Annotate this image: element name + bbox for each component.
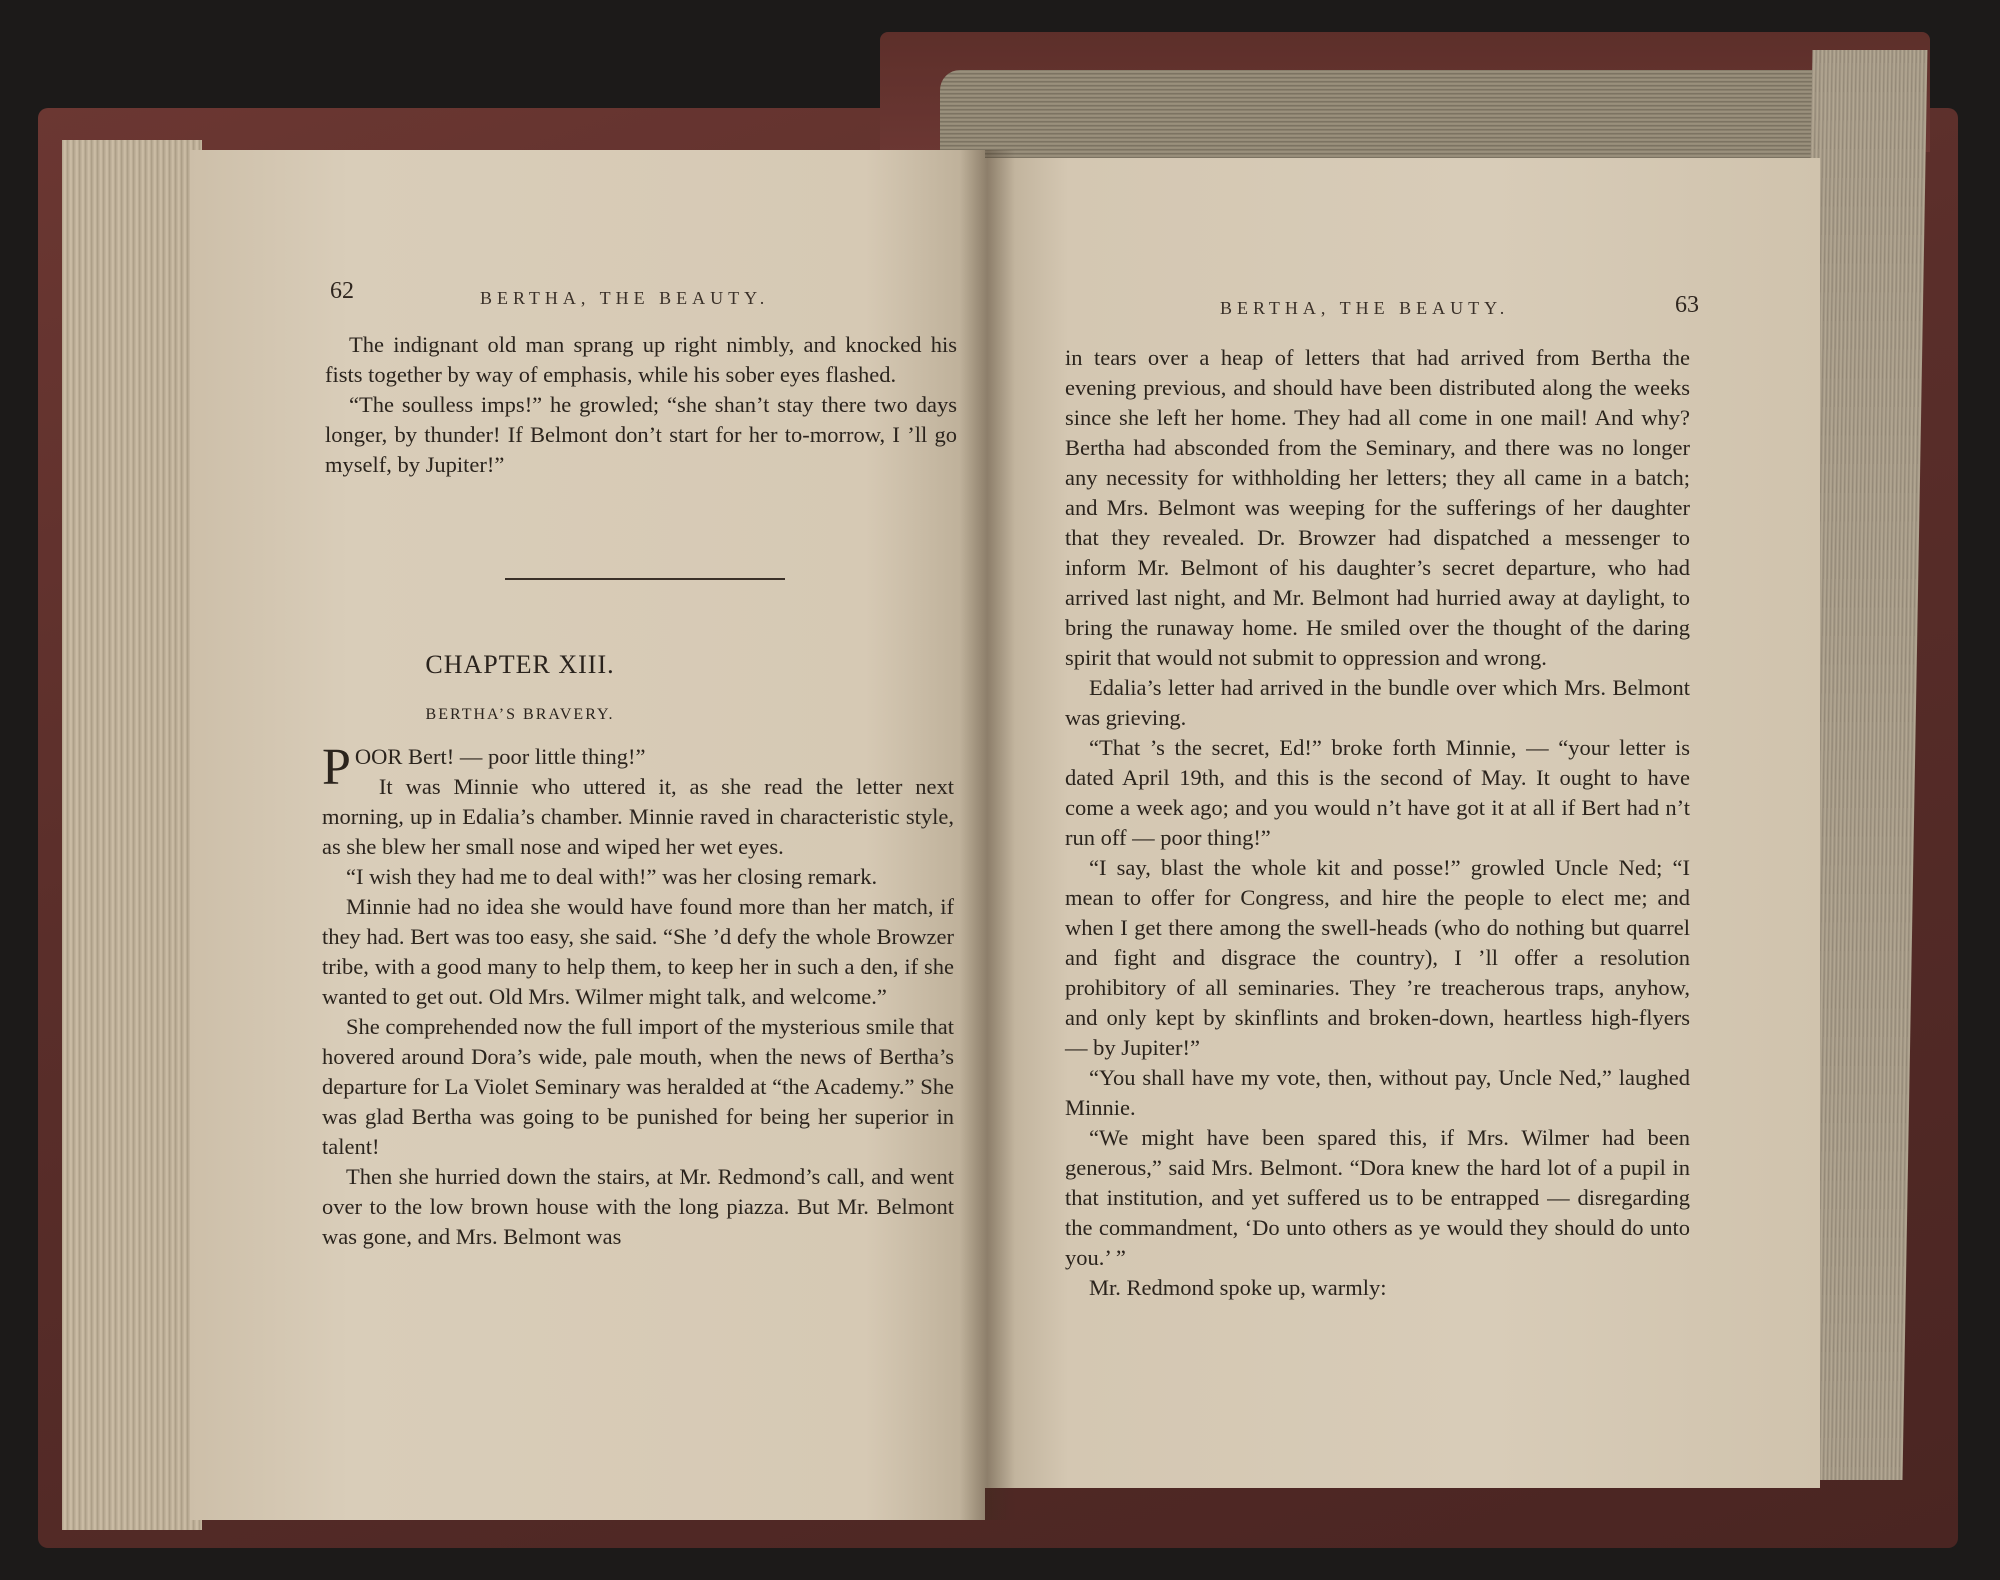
paragraph: “That ’s the secret, Ed!” broke forth Minnie, — “your letter is dated April 19th, and this is the second of May. It ought to have come a week ago; and you would n’t have got it at all if Bert had n’t run off — poor thing!” — [1065, 735, 1690, 850]
paragraph: “You shall have my vote, then, without pay, Uncle Ned,” laughed Minnie. — [1065, 1065, 1690, 1120]
paragraph: She comprehended now the full import of the mysterious smile that hovered around Dora’s wide, pale mouth, when the news of Bertha’s departure for La Violet Seminary was heralded at “the Academy.” She was glad Bertha was going to be punished for being her superior in talent! — [322, 1014, 954, 1159]
text-block-top — [325, 330, 957, 480]
paragraph: “We might have been spared this, if Mrs. Wilmer had been generous,” said Mrs. Belmont. “Dora knew the hard lot of a pupil in that institution, and yet suffered us to be entrapped — disregarding the commandment, ‘Do unto others as ye would they should do unto you.’ ” — [1065, 1125, 1690, 1270]
running-head: BERTHA, THE BEAUTY. — [1220, 298, 1510, 318]
paragraph: Minnie had no idea she would have found more than her match, if they had. Bert was too easy, she said. “She ’d defy the whole Browzer tribe, with a good many to help them, to keep her in such a den, if she wanted to get out. Old Mrs. Wilmer might talk, and welcome.” — [322, 894, 954, 1009]
paragraph: Then she hurried down the stairs, at Mr. Redmond’s call, and went over to the low brown house with the long piazza. But Mr. Belmont was gone, and Mrs. Belmont was — [322, 1164, 954, 1249]
page-number: 63 — [1675, 292, 1699, 318]
paragraph: in tears over a heap of letters that had arrived from Bertha the evening previous, and should have been distributed along the weeks since she left her home. They had all come in one mail! And why? Bertha had absconded from the Seminary, and there was no longer any necessity for withholding her letters; they all came in a batch; and Mrs. Belmont was weeping for the sufferings of her daughter that they revealed. Dr. Browzer had dispatched a messenger to inform Mr. Belmont of his daughter’s secret departure, who had arrived last night, and Mr. Belmont had hurried away at daylight, to bring the runaway home. He smiled over the thought of the daring spirit that would not submit to oppression and wrong. — [1065, 345, 1690, 670]
section-rule — [505, 578, 785, 580]
opening-paragraph — [322, 739, 954, 796]
running-head: BERTHA, THE BEAUTY. — [480, 288, 770, 308]
chapter-subtitle: BERTHA’S BRAVERY. — [425, 706, 615, 723]
paragraph: “I wish they had me to deal with!” was her closing remark. — [346, 864, 878, 889]
text-block — [1065, 343, 1690, 1303]
paragraph: Mr. Redmond spoke up, warmly: — [1089, 1275, 1387, 1300]
paragraph: It was Minnie who uttered it, as she read the letter next morning, up in Edalia’s chamber. Minnie raved in characteristic style, as she blew her small nose and wiped her wet eyes. — [322, 774, 954, 859]
book-gutter — [960, 150, 1015, 1520]
drop-cap: P — [322, 739, 351, 796]
right-page — [985, 158, 1820, 1488]
paragraph: “I say, blast the whole kit and posse!” growled Uncle Ned; “I mean to offer for Congress, and hire the people to elect me; and when I get there among the swell-heads (who do nothing but quarrel and fight and disgrace the country), I ’ll offer a resolution prohibitory of all seminaries. They ’re treacherous traps, anyhow, and only kept by skinflints and broken-down, heartless high-flyers — by Jupiter!” — [1065, 855, 1690, 1060]
left-page — [190, 150, 985, 1520]
chapter-title: CHAPTER XIII. — [425, 650, 615, 679]
page-number: 62 — [330, 278, 354, 304]
text-block-bottom — [322, 739, 954, 1252]
paragraph: The indignant old man sprang up right nimbly, and knocked his fists together by way of emphasis, while his sober eyes flashed. — [325, 332, 957, 387]
paragraph: Edalia’s letter had arrived in the bundle over which Mrs. Belmont was grieving. — [1065, 675, 1690, 730]
page-block-left-edge — [62, 140, 202, 1530]
page-block-top-edge — [940, 70, 1840, 165]
paragraph: “The soulless imps!” he growled; “she shan’t stay there two days longer, by thunder! If Belmont don’t start for her to-morrow, I ’ll go myself, by Jupiter!” — [325, 392, 957, 477]
opening-line: OOR Bert! — poor little thing!” — [354, 744, 646, 769]
